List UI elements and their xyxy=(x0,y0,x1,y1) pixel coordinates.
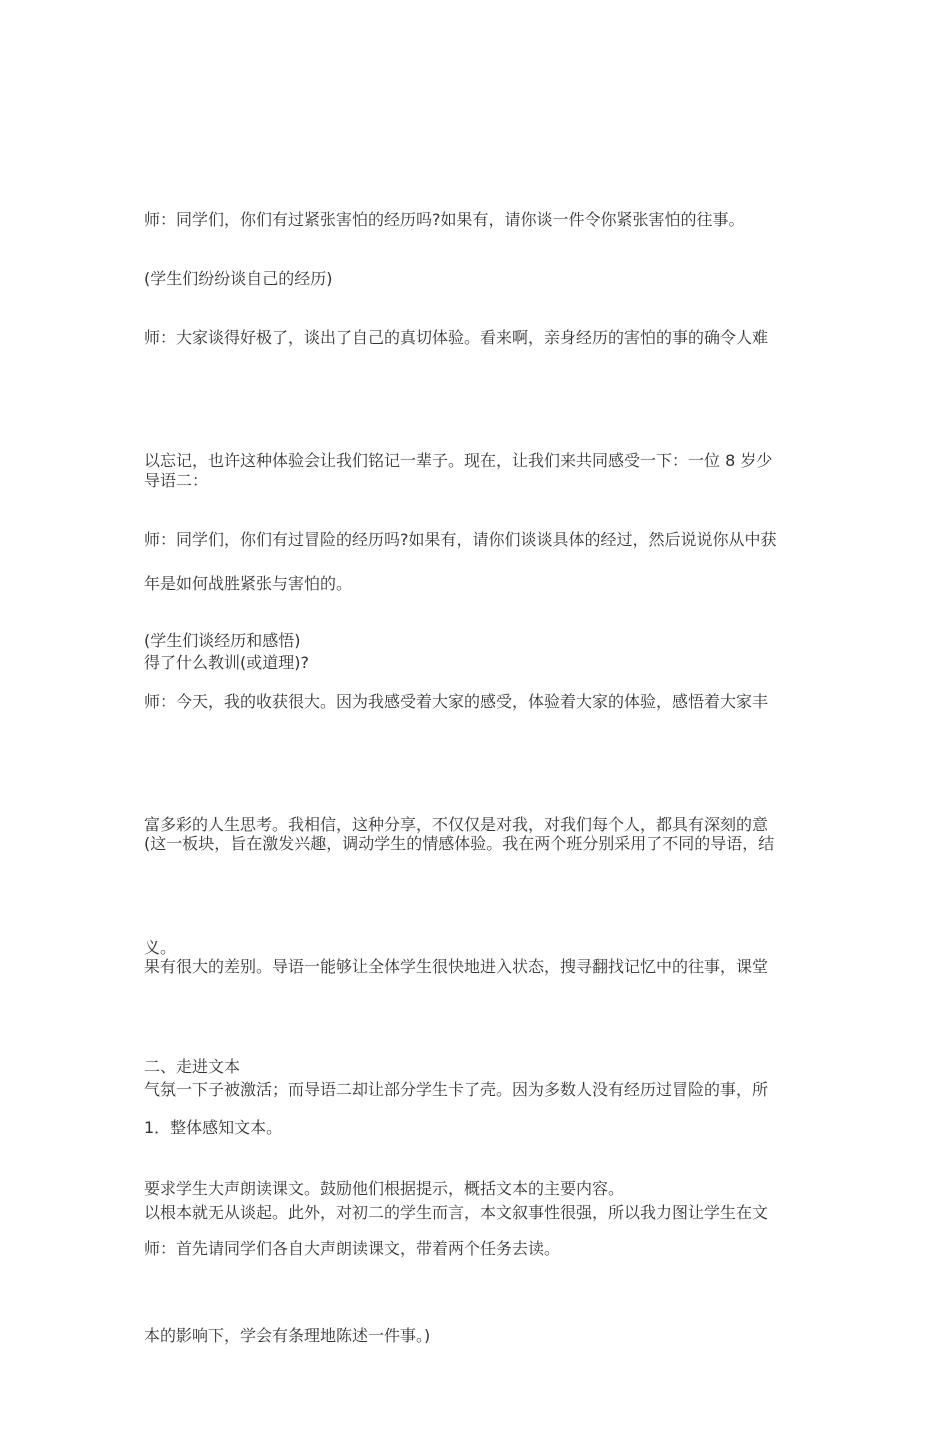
text-line: (学生们谈经历和感悟) xyxy=(144,631,301,650)
text-line: 师：今天，我的收获很大。因为我感受着大家的感受，体验着大家的体验，感悟着大家丰 xyxy=(144,692,769,711)
text-line: 得了什么教训(或道理)? xyxy=(144,653,309,672)
text-line: (学生们纷纷谈自己的经历) xyxy=(144,269,333,288)
text-line: 果有很大的差别。导语一能够让全体学生很快地进入状态，搜寻翻找记忆中的往事，课堂 xyxy=(144,957,769,976)
text-line: 师：同学们，你们有过冒险的经历吗?如果有，请你们谈谈具体的经过，然后说说你从中获 xyxy=(144,530,777,549)
text-line: 义。 xyxy=(144,938,177,957)
text-line: 1．整体感知文本。 xyxy=(144,1118,283,1137)
text-line: 本的影响下，学会有条理地陈述一件事。) xyxy=(144,1326,431,1345)
text-line: 导语二： xyxy=(144,471,209,490)
text-line: 要求学生大声朗读课文。鼓励他们根据提示，概括文本的主要内容。 xyxy=(144,1179,625,1198)
text-line: (这一板块，旨在激发兴趣，调动学生的情感体验。我在两个班分别采用了不同的导语，结 xyxy=(144,834,775,853)
text-line: 师：大家谈得好极了，谈出了自己的真切体验。看来啊，亲身经历的害怕的事的确令人难 xyxy=(144,328,769,347)
text-line: 师：同学们，你们有过紧张害怕的经历吗?如果有，请你谈一件令你紧张害怕的往事。 xyxy=(144,210,745,229)
text-line: 富多彩的人生思考。我相信，这种分享，不仅仅是对我，对我们每个人，都具有深刻的意 xyxy=(144,815,769,834)
text-line: 气氛一下子被激活；而导语二却让部分学生卡了壳。因为多数人没有经历过冒险的事，所 xyxy=(144,1080,769,1099)
text-line: 以根本就无从谈起。此外，对初二的学生而言，本文叙事性很强，所以我力图让学生在文 xyxy=(144,1203,769,1222)
text-line: 年是如何战胜紧张与害怕的。 xyxy=(144,574,353,593)
paragraph-12 xyxy=(144,1146,808,1351)
text-line: 师：首先请同学们各自大声朗读课文，带着两个任务去读。 xyxy=(144,1239,561,1258)
text-line: 二、走进文本 xyxy=(144,1057,241,1076)
text-line: 以忘记，也许这种体验会让我们铭记一辈子。现在，让我们来共同感受一下：一位 8 岁少 xyxy=(144,451,773,470)
